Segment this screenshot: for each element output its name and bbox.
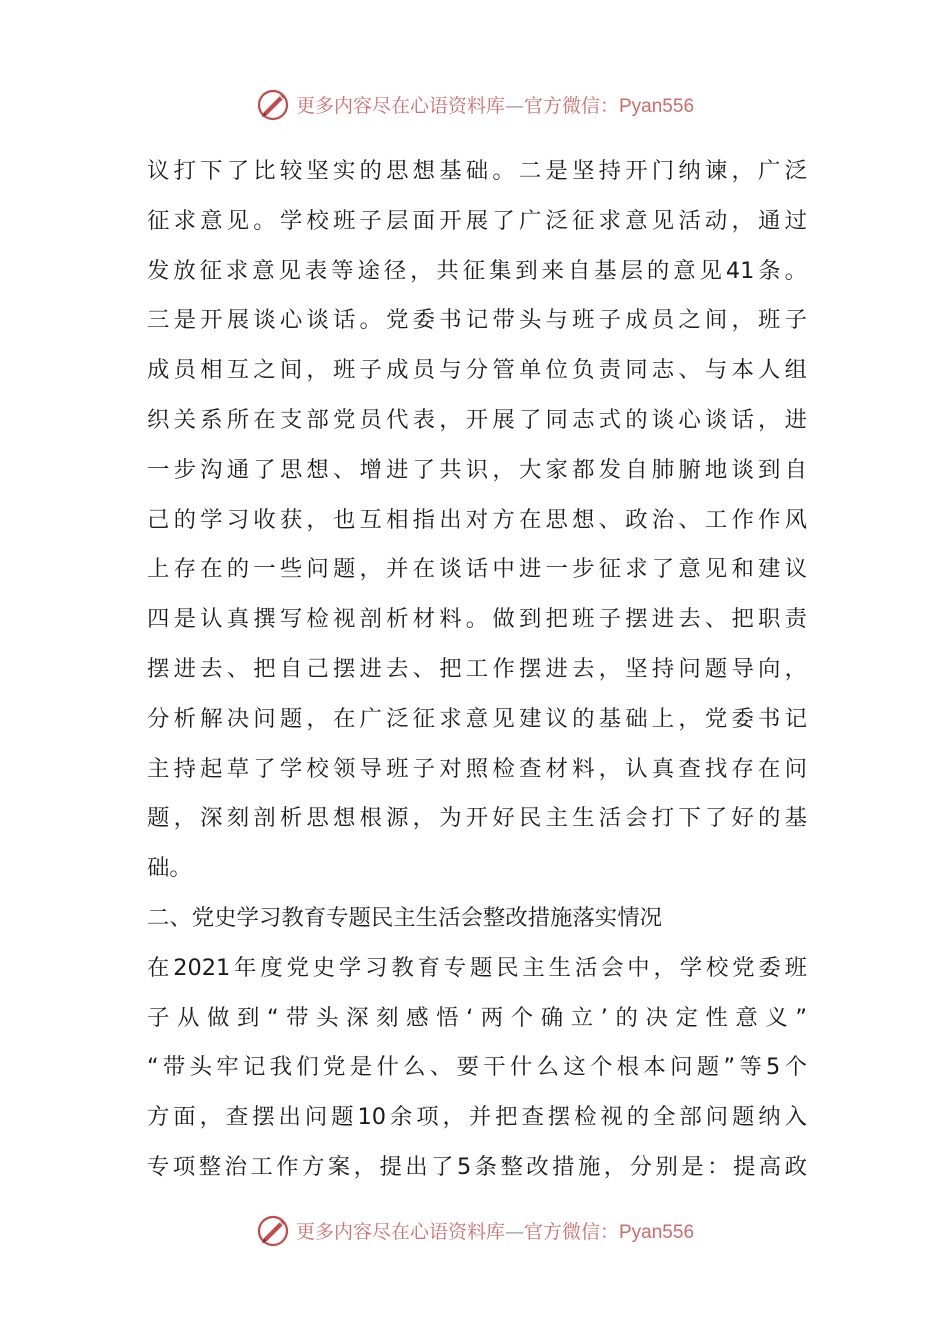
section-heading: 二、党史学习教育专题民主生活会整改措施落实情况 (147, 904, 662, 931)
header-separator: — (504, 94, 524, 117)
pen-logo-icon (256, 1212, 292, 1248)
footer-banner (0, 1210, 950, 1250)
text-line: 题，深刻剖析思想根源，为开好民主生活会打下了好的基 (147, 805, 807, 832)
header-label: 官方微信： (523, 94, 619, 117)
text-line: 专项整治工作方案，提出了5条整改措施，分别是：提高政 (147, 1153, 807, 1180)
text-line: 成员相互之间，班子成员与分管单位负责同志、与本人组 (147, 357, 807, 384)
text-line: 议打下了比较坚实的思想基础。二是坚持开门纳谏，广泛 (147, 158, 807, 184)
footer-banner-text (296, 1217, 694, 1244)
header-banner (0, 84, 950, 124)
text-line: 方面，查摆出问题10余项，并把查摆检视的全部问题纳入 (147, 1104, 807, 1131)
header-brand: 更多内容尽在心语资料库 (295, 94, 505, 117)
text-line: 上存在的一些问题，并在谈话中进一步征求了意见和建议 (147, 556, 807, 583)
header-banner-text (296, 91, 694, 118)
text-line: 织关系所在支部党员代表，开展了同志式的谈心谈话，进 (147, 406, 807, 433)
text-line: 一步沟通了思想、增进了共识，大家都发自肺腑地谈到自 (147, 456, 807, 483)
footer-separator: — (504, 1220, 524, 1243)
text-line: “带头牢记我们党是什么、要干什么这个根本问题”等5个 (147, 1054, 807, 1081)
header-wechat-id: Pyan556 (619, 95, 695, 117)
footer-brand: 更多内容尽在心语资料库 (295, 1220, 505, 1243)
text-line: 础。 (147, 855, 192, 882)
header-banner-content (256, 86, 694, 122)
document-body (147, 147, 807, 1193)
text-line: 四是认真撰写检视剖析材料。做到把班子摆进去、把职责 (147, 606, 807, 633)
pen-logo-icon (256, 86, 292, 122)
text-line: 在2021年度党史学习教育专题民主生活会中，学校党委班 (147, 954, 807, 981)
footer-label: 官方微信： (523, 1220, 619, 1243)
text-line: 征求意见。学校班子层面开展了广泛征求意见活动，通过 (147, 207, 807, 234)
text-line: 发放征求意见表等途径，共征集到来自基层的意见41条。 (147, 257, 807, 284)
footer-banner-content (256, 1212, 694, 1248)
footer-wechat-id: Pyan556 (619, 1221, 695, 1243)
text-line: 分析解决问题，在广泛征求意见建议的基础上，党委书记 (147, 705, 807, 732)
text-line: 己的学习收获，也互相指出对方在思想、政治、工作作风 (147, 506, 807, 533)
text-line: 摆进去、把自己摆进去、把工作摆进去，坚持问题导向， (147, 655, 807, 682)
text-line: 三是开展谈心谈话。党委书记带头与班子成员之间，班子 (147, 307, 807, 334)
text-line: 子从做到“带头深刻感悟‘两个确立’的决定性意义” (147, 1004, 807, 1031)
text-line: 主持起草了学校领导班子对照检查材料，认真查找存在问 (147, 755, 807, 782)
